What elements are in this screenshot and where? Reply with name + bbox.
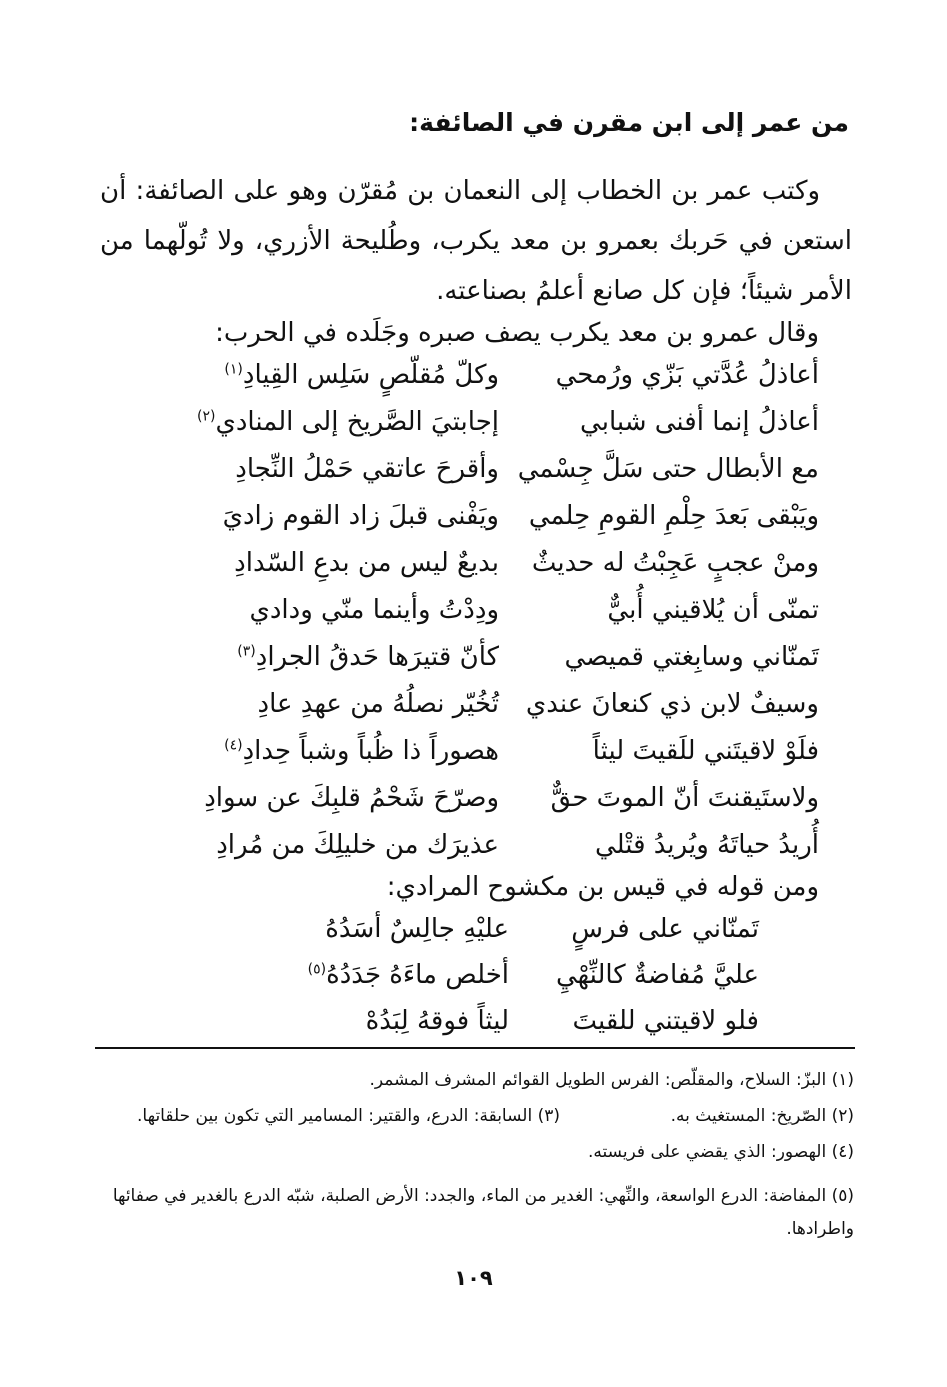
verse-second-hemistich: بديعٌ ليس من بدعِ السّدادِ: [234, 548, 499, 578]
verse-first-hemistich: ولاستَيقنتَ أنّ الموتَ حقٌّ: [550, 783, 819, 813]
verse-first-hemistich: مع الأبطال حتى سَلَّ جِسْمي: [517, 454, 819, 484]
verse-second-hemistich: أخلص ماءَهُ جَدَدُهُ$^{(٥)}$: [307, 960, 509, 990]
verse-first-hemistich: فلَوْ لاقيتَني للَقيتَ ليثاً: [592, 736, 819, 766]
verse-second-hemistich: هصوراً ذا ظُباً وشباً حِدادِ$^{(٤)}$: [224, 736, 499, 766]
paragraph-text: وكتب عمر بن الخطاب إلى النعمان بن مُقرّن وهو على الصائفة: أن استعن في حَربك بعمرو بن معد يكرب، وطُليحة الأزري، ولا تُولّهما من الأمر شيئاً؛ فإن كل صانع أعلمُ بصناعته.: [100, 176, 852, 306]
verse-first-hemistich: ويَبْقى بَعدَ حِلْمِ القومِ حِلمي: [528, 501, 819, 531]
verse-second-hemistich: ويَفْنى قبلَ زاد القوم زاديَ: [222, 501, 499, 531]
verse-first-hemistich: عليَّ مُفاضةٌ كالنِّهْيِ: [555, 960, 759, 990]
verse-first-hemistich: ومنْ عجبٍ عَجِبْتُ له حديثٌ: [531, 548, 819, 578]
verse-first-hemistich: أعاذلُ إنما أفنى شبابي: [580, 407, 819, 437]
verse-line: [249, 914, 759, 944]
verse-line: [179, 360, 819, 390]
verse-line: [179, 689, 819, 719]
verse-line: [249, 960, 759, 990]
verse-first-hemistich: تمنّى أن يُلاقيني أُبيٌّ: [607, 595, 819, 625]
verse-second-hemistich: وصرّحَ شَحْمُ قلبِكَ عن سوادِ: [204, 783, 499, 813]
footnote-3: (٣) السابقة: الدرع، والقتير: المسامير التي تكون بين حلقاتها.: [137, 1106, 560, 1126]
prose-paragraph: [100, 166, 852, 316]
footnote-2: (٢) الصّريخ: المستغيث به.: [670, 1106, 854, 1126]
verse-line: [179, 501, 819, 531]
footnote-reference: (٤): [224, 737, 243, 754]
poem-intro-1: وقال عمرو بن معد يكرب يصف صبره وجَلَده في الحرب:: [215, 318, 819, 348]
footnote-reference: (٢): [197, 408, 216, 425]
verse-line: [179, 783, 819, 813]
footnote-divider: [95, 1047, 855, 1049]
footnote-reference: (٥): [307, 961, 327, 978]
verse-second-hemistich: وأقرحَ عاتقي حَمْلُ النِّجادِ: [235, 454, 499, 484]
footnote-4: (٤) الهصور: الذي يقضي على فريسته.: [588, 1142, 854, 1162]
verse-line: [179, 736, 819, 766]
page-number: ١٠٩: [454, 1266, 493, 1290]
verse-line: [179, 548, 819, 578]
verse-second-hemistich: عذيرَك من خليلِكَ من مُرادِ: [216, 830, 499, 860]
verse-second-hemistich: ودِدْتُ وأينما منّي ودادي: [249, 595, 499, 625]
verse-first-hemistich: فلو لاقيتني للقيتَ: [572, 1006, 759, 1036]
verse-second-hemistich: إجابتيَ الصَّريخ إلى المنادي$^{(٢)}$: [197, 407, 499, 437]
verse-second-hemistich: تُخُيّر نصلُهُ من عهدِ عادِ: [257, 689, 499, 719]
verse-line: [179, 642, 819, 672]
footnote-1: (١) البزّ: السلاح، والمقلّص: الفرس الطويل القوائم المشرف المشمر.: [369, 1070, 854, 1090]
verse-first-hemistich: أُريدُ حياتَهُ ويُريدُ قتْلي: [594, 830, 819, 860]
verse-first-hemistich: وسيفٌ لابن ذي كنعانَ عندي: [525, 689, 819, 719]
verse-first-hemistich: أعاذلُ عُدَّتي بَزّي ورُمحي: [555, 360, 819, 390]
footnote-reference: (٣): [237, 643, 256, 660]
section-heading: من عمر إلى ابن مقرن في الصائفة:: [409, 108, 849, 137]
verse-line: [179, 830, 819, 860]
verse-line: [249, 1006, 759, 1036]
verse-line: [179, 407, 819, 437]
verse-second-hemistich: عليْهِ جالِسٌ أسَدُهُ: [325, 914, 509, 944]
footnote-reference: (١): [224, 361, 243, 378]
poem-intro-2: ومن قوله في قيس بن مكشوح المرادي:: [386, 872, 819, 902]
footnote-5: (٥) المفاضة: الدرع الواسعة، والنِّهي: الغدير من الماء، والجدد: الأرض الصلبة، شبّه الدرع بالغدير في صفائها واطرادها.: [112, 1186, 854, 1239]
verse-first-hemistich: تَمنّاني وسابِغتي قميصي: [564, 642, 819, 672]
verse-line: [179, 454, 819, 484]
verse-second-hemistich: وكلّ مُقلّصٍ سَلِس القِيادِ$^{(١)}$: [224, 360, 499, 390]
verse-line: [179, 595, 819, 625]
verse-second-hemistich: ليثاً فوقهُ لِبَدُهْ: [365, 1006, 509, 1036]
verse-second-hemistich: كأنّ قتيرَها حَدقُ الجرادِ$^{(٣)}$: [237, 642, 499, 672]
verse-first-hemistich: تَمنّاني على فرسٍ: [571, 914, 759, 944]
